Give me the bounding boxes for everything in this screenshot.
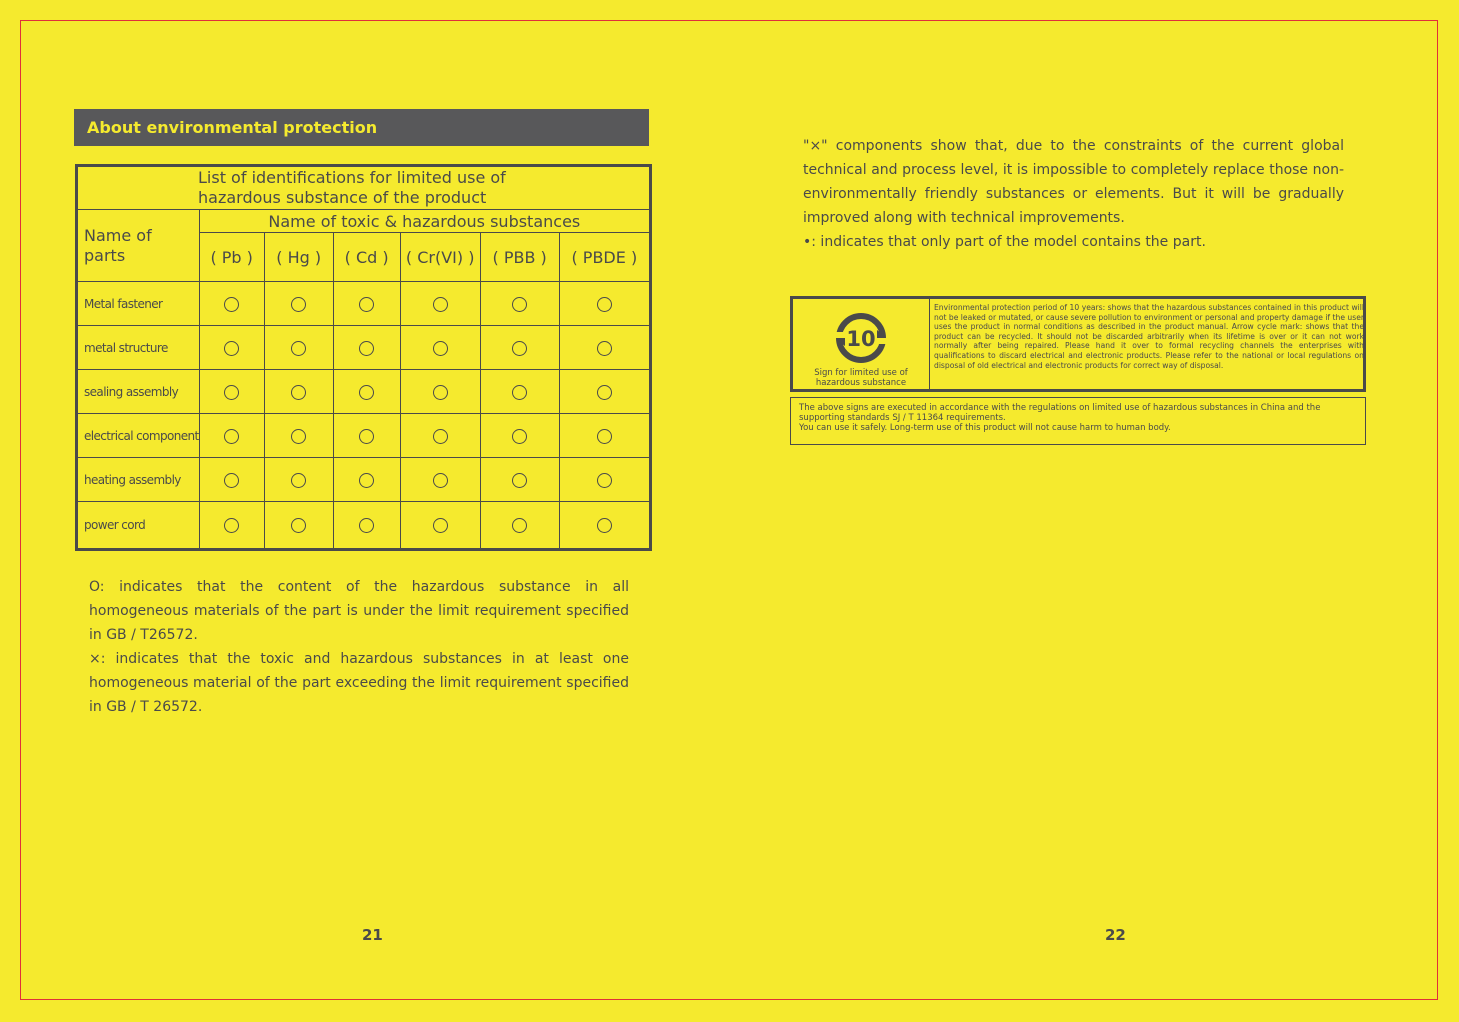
substance-mark-cell <box>264 282 333 326</box>
circle-mark-icon <box>512 429 527 444</box>
circle-mark-icon <box>512 297 527 312</box>
circle-mark-icon <box>433 341 448 356</box>
circle-mark-icon <box>597 518 612 533</box>
part-name-cell: metal structure <box>77 326 200 370</box>
environmental-protection-box <box>790 296 1366 392</box>
substance-mark-cell <box>333 458 400 502</box>
compliance-line-1: The above signs are executed in accordance with the regulations on limited use of hazardous substances in China and the supporting standards SJ / T 11364 requirements. <box>799 403 1321 423</box>
substance-mark-cell <box>333 282 400 326</box>
table-row <box>77 326 651 370</box>
right-notes <box>803 134 1344 254</box>
epp-caption: Sign for limited use of hazardous substance <box>814 368 908 388</box>
circle-mark-icon <box>359 473 374 488</box>
circle-mark-icon <box>597 473 612 488</box>
epp-recycle-10-icon <box>831 310 891 366</box>
note-cross-definition: ×: indicates that the toxic and hazardous substances in at least one homogeneous material of the part exceeding the limit requirement specified in GB / T 26572. <box>89 651 629 715</box>
circle-mark-icon <box>597 341 612 356</box>
circle-mark-icon <box>512 518 527 533</box>
parts-header-line2: parts <box>84 245 126 265</box>
circle-mark-icon <box>224 341 239 356</box>
part-name-cell: power cord <box>77 502 200 550</box>
substance-mark-cell <box>480 502 559 550</box>
substance-mark-cell <box>480 458 559 502</box>
substance-mark-cell <box>264 458 333 502</box>
epp-logo-number: 10 <box>846 327 876 351</box>
substance-mark-cell <box>559 414 650 458</box>
substance-mark-cell <box>400 370 480 414</box>
circle-mark-icon <box>433 473 448 488</box>
substance-mark-cell <box>333 326 400 370</box>
parts-column-header <box>77 210 200 282</box>
circle-mark-icon <box>597 385 612 400</box>
substance-mark-cell <box>264 326 333 370</box>
circle-mark-icon <box>224 518 239 533</box>
substance-mark-cell <box>559 370 650 414</box>
substance-mark-cell <box>480 370 559 414</box>
substance-mark-cell <box>333 370 400 414</box>
substance-mark-cell <box>199 414 264 458</box>
substance-mark-cell <box>400 502 480 550</box>
table-title <box>77 166 651 210</box>
left-notes <box>89 575 629 719</box>
circle-mark-icon <box>291 429 306 444</box>
substance-mark-cell <box>199 502 264 550</box>
substance-mark-cell <box>480 414 559 458</box>
part-name-cell: electrical component <box>77 414 200 458</box>
page-number-left: 21 <box>362 926 383 944</box>
substance-mark-cell <box>559 458 650 502</box>
circle-mark-icon <box>359 341 374 356</box>
page-number-right: 22 <box>1105 926 1126 944</box>
substance-mark-cell <box>333 414 400 458</box>
substance-mark-cell <box>264 414 333 458</box>
circle-mark-icon <box>224 429 239 444</box>
substance-mark-cell <box>480 282 559 326</box>
circle-mark-icon <box>597 429 612 444</box>
compliance-box <box>790 397 1366 445</box>
substance-mark-cell <box>199 458 264 502</box>
note-circle-definition: O: indicates that the content of the hazardous substance in all homogeneous materials of the part is under the limit requirement specified in GB / T26572. <box>89 579 629 643</box>
table-row <box>77 502 651 550</box>
substance-header-hg: ( Hg ) <box>264 233 333 282</box>
circle-mark-icon <box>433 429 448 444</box>
circle-mark-icon <box>433 297 448 312</box>
table-row <box>77 414 651 458</box>
hazardous-substances-table <box>75 164 652 551</box>
circle-mark-icon <box>359 429 374 444</box>
table-title-line1: List of identifications for limited use of <box>198 168 506 187</box>
part-name-cell: heating assembly <box>77 458 200 502</box>
substance-mark-cell <box>264 502 333 550</box>
compliance-line-2: You can use it safely. Long-term use of this product will not cause harm to human body. <box>799 423 1171 433</box>
substance-mark-cell <box>199 282 264 326</box>
epp-description: Environmental protection period of 10 years: shows that the hazardous substances contained in this product will not be leaked or mutated, or cause severe pollution to environment or personal and property damage if the user uses the product in normal conditions as described in the product manual. Arrow cycle mark: shows that the product can be recycled. It should not be discarded arbitrarily when its lifetime is over or it can not work normally after being repaired. Please hand it over to formal recycling channels the enterprises with qualifications to discard electrical and electronic products. Please refer to the national or local regulations on disposal of old electrical and electronic products for correct way of disposal. <box>934 303 1364 370</box>
substance-mark-cell <box>400 414 480 458</box>
substances-header: Name of toxic & hazardous substances <box>199 210 650 233</box>
substance-mark-cell <box>199 370 264 414</box>
note-cross-components: "×" components show that, due to the constraints of the current global technical and process level, it is impossible to completely replace those non-environmentally friendly substances or elements. But it will be gradually improved along with technical improvements. <box>803 138 1344 226</box>
circle-mark-icon <box>359 518 374 533</box>
part-name-cell: sealing assembly <box>77 370 200 414</box>
circle-mark-icon <box>224 385 239 400</box>
table-row <box>77 370 651 414</box>
circle-mark-icon <box>359 297 374 312</box>
table-row <box>77 458 651 502</box>
substance-mark-cell <box>264 370 333 414</box>
circle-mark-icon <box>224 473 239 488</box>
substance-mark-cell <box>559 502 650 550</box>
substance-mark-cell <box>400 326 480 370</box>
circle-mark-icon <box>291 473 306 488</box>
substance-mark-cell <box>333 502 400 550</box>
substance-header-cd: ( Cd ) <box>333 233 400 282</box>
circle-mark-icon <box>512 341 527 356</box>
table-row <box>77 282 651 326</box>
substance-mark-cell <box>559 326 650 370</box>
parts-header-line1: Name of <box>84 225 152 245</box>
substance-header-crvi: ( Cr(VI) ) <box>400 233 480 282</box>
part-name-cell: Metal fastener <box>77 282 200 326</box>
substance-mark-cell <box>400 458 480 502</box>
circle-mark-icon <box>512 385 527 400</box>
circle-mark-icon <box>291 385 306 400</box>
circle-mark-icon <box>512 473 527 488</box>
circle-mark-icon <box>291 518 306 533</box>
substance-mark-cell <box>400 282 480 326</box>
circle-mark-icon <box>359 385 374 400</box>
substance-mark-cell <box>199 326 264 370</box>
table-title-line2: hazardous substance of the product <box>198 188 487 207</box>
circle-mark-icon <box>433 518 448 533</box>
circle-mark-icon <box>597 297 612 312</box>
substance-mark-cell <box>559 282 650 326</box>
circle-mark-icon <box>291 341 306 356</box>
note-dot-definition: •: indicates that only part of the model contains the part. <box>803 234 1206 250</box>
substance-header-pb: ( Pb ) <box>199 233 264 282</box>
epp-logo-area <box>793 299 930 389</box>
substance-header-pbde: ( PBDE ) <box>559 233 650 282</box>
circle-mark-icon <box>291 297 306 312</box>
substance-header-pbb: ( PBB ) <box>480 233 559 282</box>
circle-mark-icon <box>433 385 448 400</box>
substance-mark-cell <box>480 326 559 370</box>
circle-mark-icon <box>224 297 239 312</box>
section-title: About environmental protection <box>74 109 649 146</box>
